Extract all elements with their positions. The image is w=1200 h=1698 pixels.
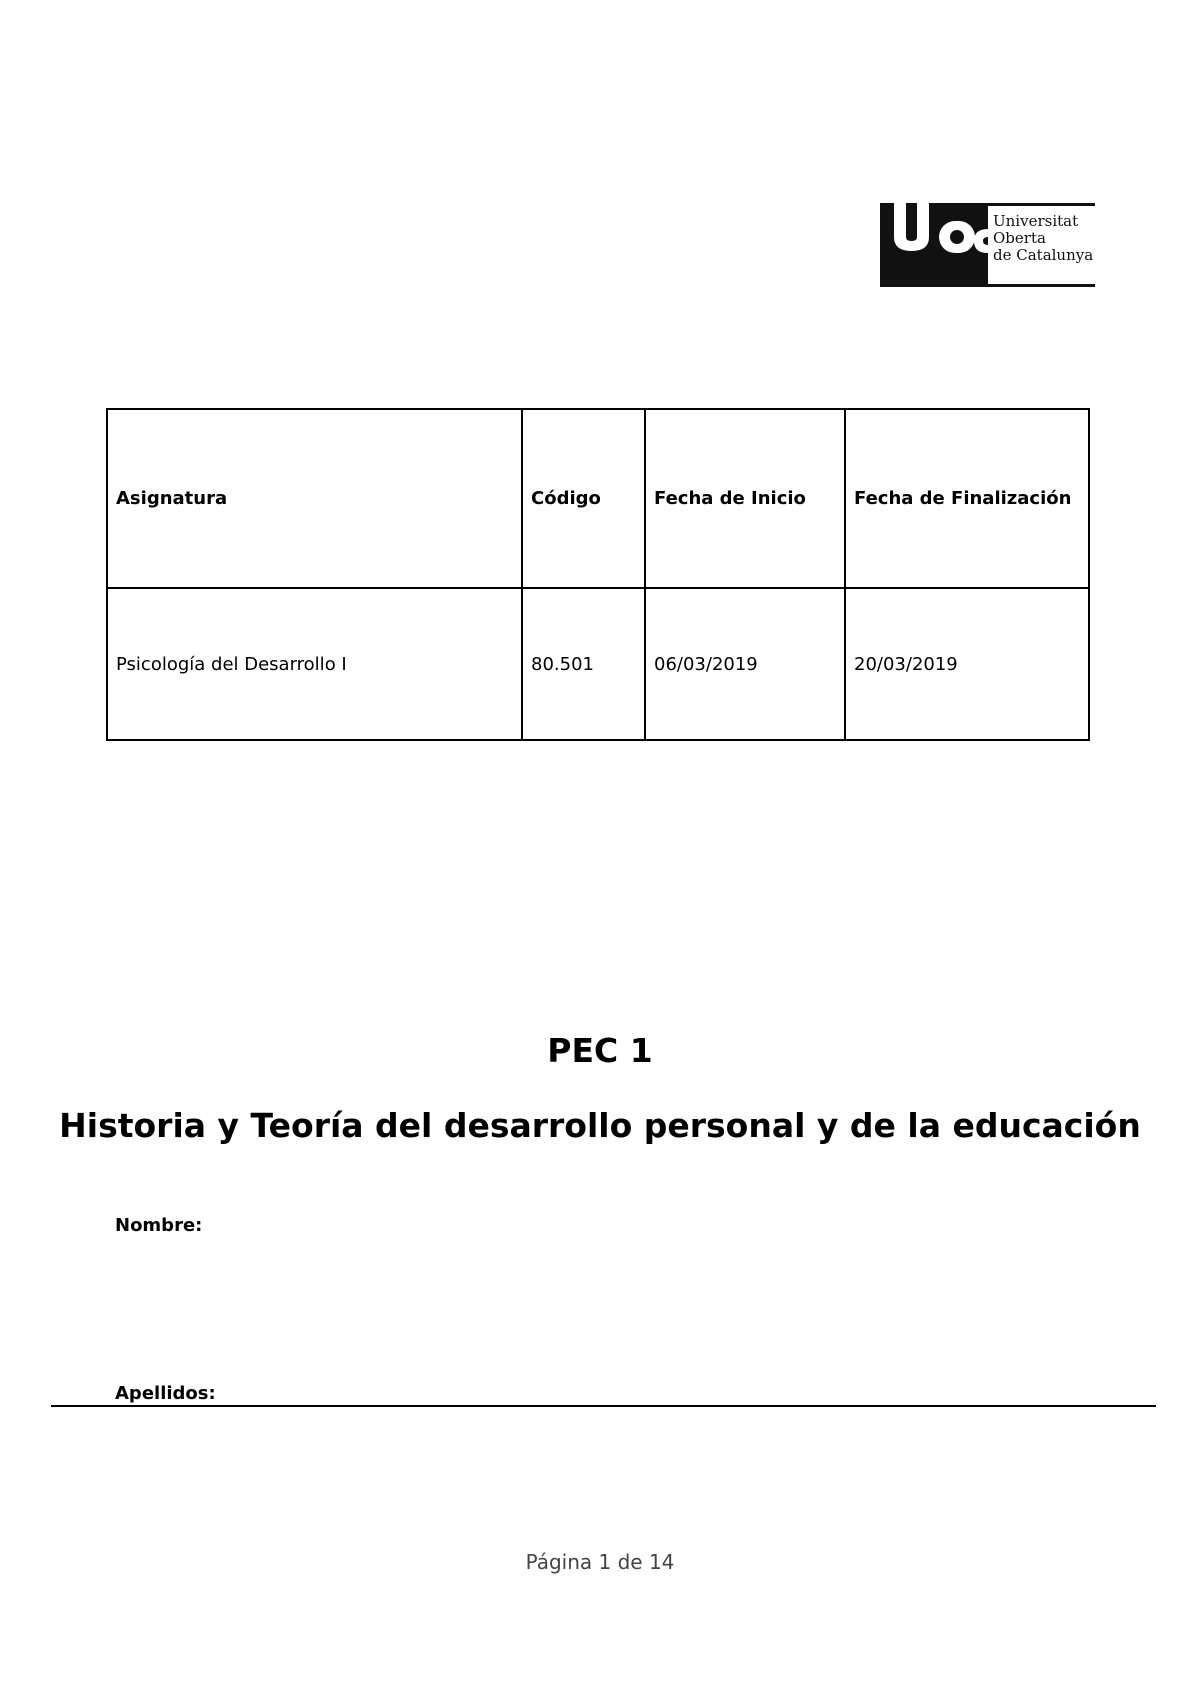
cell-asignatura: Psicología del Desarrollo I (107, 588, 522, 740)
cell-codigo: 80.501 (522, 588, 645, 740)
logo-line-1: Universitat (993, 212, 1079, 230)
logo-line-2: Oberta (993, 229, 1046, 247)
surname-label: Apellidos: (115, 1383, 216, 1404)
header-fecha-finalizacion: Fecha de Finalización (845, 409, 1089, 588)
cell-fecha-inicio: 06/03/2019 (645, 588, 845, 740)
horizontal-rule (51, 1405, 1156, 1407)
header-asignatura: Asignatura (107, 409, 522, 588)
table-header-row (107, 409, 1089, 588)
cell-fecha-finalizacion: 20/03/2019 (845, 588, 1089, 740)
header-codigo: Código (522, 409, 645, 588)
logo-line-3: de Catalunya (993, 246, 1094, 264)
header-fecha-inicio: Fecha de Inicio (645, 409, 845, 588)
document-title: PEC 1 (547, 1031, 653, 1070)
name-label: Nombre: (115, 1215, 203, 1236)
table-row (107, 588, 1089, 740)
uoc-logo (880, 203, 1095, 287)
page-number-footer: Página 1 de 14 (525, 1550, 675, 1574)
document-subtitle: Historia y Teoría del desarrollo personal y de la educación (59, 1106, 1141, 1145)
course-info-table (106, 408, 1090, 741)
